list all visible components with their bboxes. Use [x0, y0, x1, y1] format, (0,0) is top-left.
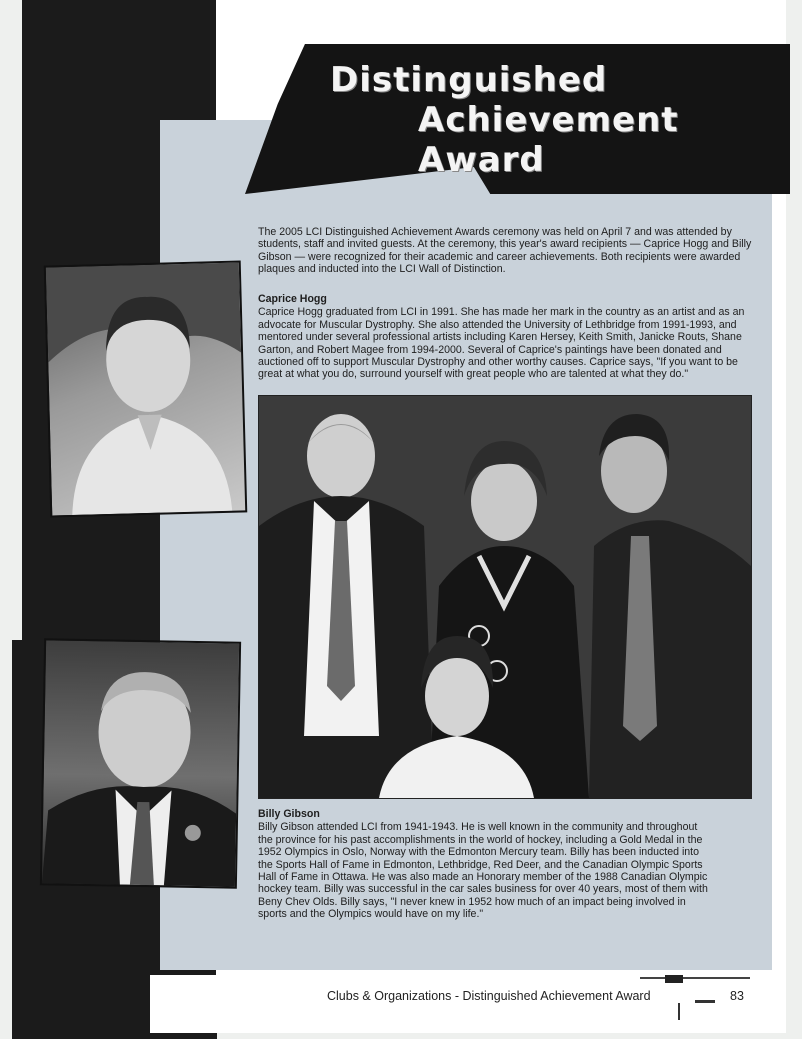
caprice-paragraph: Caprice Hogg graduated from LCI in 1991. She has made her mark in the country as an artist and as an advocate for Muscular Dystrophy. She also attended the University of Lethbridge from 1991-1993, and mentored under several professional artists including Karen Hersey, Keith Smith, Janicke Routs, Shane Garton, and Robert Magee from 1994-2000. Several of Caprice's paintings have been donated and auctioned off to support Muscular Dystrophy and other worthy causes. Caprice says, "If you want to be great at what you do, surround yourself with great people who are talented at what they do."	[258, 306, 745, 381]
page-title	[330, 60, 780, 180]
caprice-heading: Caprice Hogg	[258, 293, 327, 305]
caprice-portrait-graphic	[46, 263, 245, 516]
group-award-photo	[258, 395, 752, 799]
title-line-2: Achievement Award	[418, 100, 679, 180]
caprice-section	[258, 293, 758, 381]
billy-portrait-graphic	[42, 640, 239, 886]
billy-portrait-photo	[40, 638, 241, 888]
intro-paragraph: The 2005 LCI Distinguished Achievement Awards ceremony was held on April 7 and was attended by students, staff and invited guests. At the ceremony, this year's award recipients — Caprice Hogg and Billy Gibson — were recognized for their academic and career achievements. Both recipients were awarded plaques and inducted into the LCI Wall of Distinction.	[258, 226, 752, 276]
title-line-1: Distinguished	[330, 60, 608, 100]
footer-section-title: Clubs & Organizations - Distinguished Achievement Award	[327, 989, 651, 1003]
page-number: 83	[730, 989, 744, 1003]
caprice-portrait-photo	[44, 260, 248, 517]
billy-section	[258, 808, 713, 921]
group-photo-graphic	[259, 396, 751, 798]
billy-heading: Billy Gibson	[258, 808, 320, 820]
billy-paragraph: Billy Gibson attended LCI from 1941-1943. He is well known in the community and throughout the province for his past accomplishments in the world of hockey, including a Gold Medal in the 1952 Olympics in Oslo, Norway with the Edmonton Mercury team. Billy has been inducted into the Sports Hall of Fame in Edmonton, Lethbridge, Red Deer, and the Canadian Olympic Sports Hall of Fame in Ottawa. He was also made an Honorary member of the 1988 Canadian Olympic hockey team. Billy was successful in the car sales business for over 40 years, most of them with Beny Chev Olds. Billy says, "I never knew in 1952 how much of an impact being involved in sports and the Olympics would have on my life."	[258, 821, 708, 921]
intro-section	[258, 226, 758, 276]
